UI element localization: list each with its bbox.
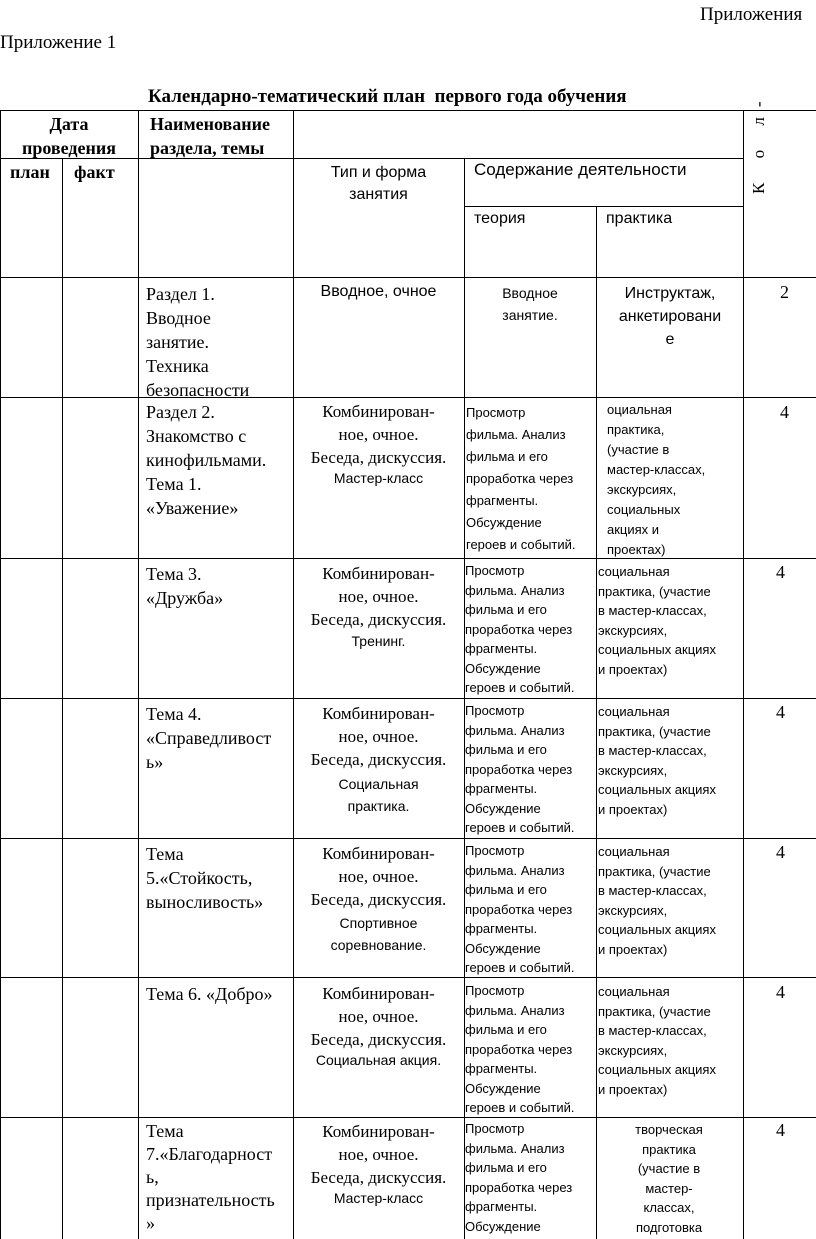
row-practice: Инструктаж, анкетировани е xyxy=(618,285,722,348)
row-section: Раздел 2. Знакомство с кинофильмами. Тема 1. «Уважение» xyxy=(146,402,267,518)
row-practice: оциальная практика, (участие в мастер-классах, экскурсиях, социальных акциях и проектах) xyxy=(607,402,706,557)
row-count: 4 xyxy=(776,702,785,722)
row-theory: Просмотр фильма. Анализ фильма и его проработка через фрагменты. Обсуждение героев и событий. xyxy=(465,983,575,1115)
appendix-number: Приложение 1 xyxy=(0,32,117,53)
row-count: 2 xyxy=(780,282,789,302)
row-theory: Просмотр фильма. Анализ фильма и его проработка через фрагменты. Обсуждение xyxy=(465,1121,573,1234)
row-theory: Просмотр фильма. Анализ фильма и его проработка через фрагменты. Обсуждение героев и событий. xyxy=(466,405,576,552)
header-content: Содержание деятельности xyxy=(474,160,687,179)
row-type-extra: Социальная акция. xyxy=(315,1052,442,1068)
header-fact: факт xyxy=(74,162,115,182)
row-type: Комбинирован- ное, очное. Беседа, дискуссия. xyxy=(310,1122,447,1187)
row-type: Вводное, очное xyxy=(320,283,437,300)
row-type-extra: Мастер-класс xyxy=(333,1190,424,1206)
row-practice: творческая практика (участие в мастер- классах, подготовка xyxy=(635,1122,703,1235)
row-theory: Просмотр фильма. Анализ фильма и его проработка через фрагменты. Обсуждение героев и событий. xyxy=(465,563,575,695)
page-title: Календарно-тематический план первого года обучения xyxy=(148,86,627,107)
row-type: Комбинирован- ное, очное. Беседа, дискуссия. xyxy=(310,704,447,769)
header-type: Тип и форма занятия xyxy=(330,164,427,203)
row-count: 4 xyxy=(776,562,785,582)
row-count: 4 xyxy=(780,402,789,422)
row-section: Тема 6. «Добро» xyxy=(146,984,273,1004)
row-theory: Просмотр фильма. Анализ фильма и его проработка через фрагменты. Обсуждение героев и событий. xyxy=(465,843,575,975)
row-practice: социальная практика, (участие в мастер-классах, экскурсиях, социальных акциях и проектах) xyxy=(598,844,716,957)
appendix-label: Приложения xyxy=(700,4,803,25)
row-type-extra: Тренинг. xyxy=(351,633,406,649)
row-practice: социальная практика, (участие в мастер-классах, экскурсиях, социальных акциях и проектах) xyxy=(598,704,716,817)
row-practice: социальная практика, (участие в мастер-классах, экскурсиях, социальных акциях и проектах) xyxy=(598,984,716,1097)
header-section: Наименование раздела, темы xyxy=(150,114,270,158)
header-theory: теория xyxy=(474,210,526,227)
row-section: Тема 7.«Благодарност ь, признательность » xyxy=(146,1121,275,1233)
row-section: Тема 4. «Справедливост ь» xyxy=(146,704,272,772)
row-type-extra: Спортивное соревнование. xyxy=(330,915,427,953)
row-section: Раздел 1. Вводное занятие. Техника безопасности xyxy=(146,284,250,400)
row-theory: Просмотр фильма. Анализ фильма и его проработка через фрагменты. Обсуждение героев и событий. xyxy=(465,703,575,835)
row-count: 4 xyxy=(776,1120,785,1140)
row-practice: социальная практика, (участие в мастер-классах, экскурсиях, социальных акциях и проектах) xyxy=(598,564,716,677)
row-count: 4 xyxy=(776,842,785,862)
row-type: Комбинирован- ное, очное. Беседа, дискуссия. xyxy=(310,984,447,1049)
header-date: Дата проведения xyxy=(22,114,116,158)
row-type: Комбинирован- ное, очное. Беседа, дискуссия. xyxy=(310,844,447,909)
row-theory: Вводное занятие. xyxy=(502,285,558,323)
header-count: К о л- xyxy=(749,91,768,194)
row-type: Комбинирован- ное, очное. Беседа, дискуссия. xyxy=(310,402,447,467)
row-section: Тема 3. «Дружба» xyxy=(146,564,224,608)
row-type-extra: Социальная практика. xyxy=(338,776,419,814)
row-type: Комбинирован- ное, очное. Беседа, дискуссия. xyxy=(310,564,447,629)
header-plan: план xyxy=(10,162,50,182)
row-type-extra: Мастер-класс xyxy=(333,470,424,486)
row-section: Тема 5.«Стойкость, выносливость» xyxy=(146,844,264,912)
row-count: 4 xyxy=(776,982,785,1002)
header-practice: практика xyxy=(606,210,673,227)
